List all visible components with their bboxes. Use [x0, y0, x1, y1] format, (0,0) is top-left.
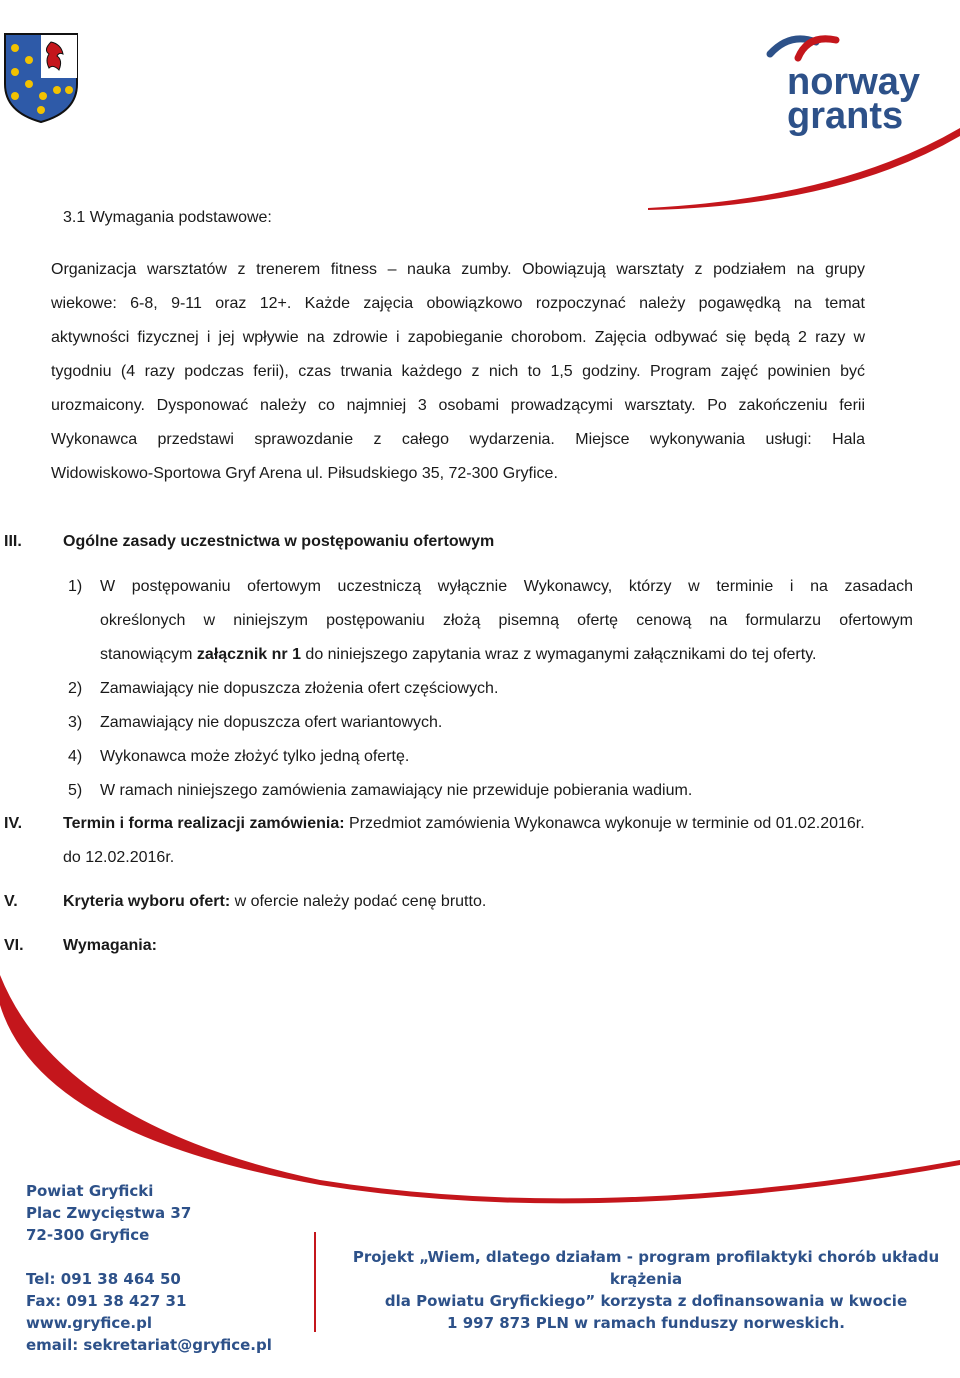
list-item-line: określonych w niniejszym postępowaniu złożą pisemną ofertę cenową na formularzu ofertowym: [100, 612, 913, 629]
section-V-text: w ofercie należy podać cenę brutto.: [230, 893, 487, 910]
section-III-title: Ogólne zasady uczestnictwa w postępowaniu ofertowym: [63, 533, 495, 550]
paragraph-line: urozmaicony. Dysponować należy co najmniej 3 osobami prowadzącymi warsztaty. Po zakończeniu ferii: [51, 397, 865, 414]
list-item-text: Wykonawca może złożyć tylko jedną ofertę.: [100, 748, 410, 765]
paragraph-line: Organizacja warsztatów z trenerem fitness – nauka zumby. Obowiązują warsztaty z podziałem na grupy: [51, 261, 865, 278]
list-item: [68, 706, 913, 740]
list-item: [68, 570, 913, 672]
list-item-text: Zamawiający nie dopuszcza złożenia ofert częściowych.: [100, 680, 499, 697]
footer-contact: [26, 1180, 272, 1356]
section-III-numeral: III.: [4, 533, 22, 550]
list-item: [68, 774, 913, 808]
list-item-number: 1): [68, 578, 83, 595]
section-III-list: [68, 570, 913, 810]
footer-address-line: Powiat Gryficki: [26, 1182, 154, 1200]
section-IV-text: Przedmiot zamówienia Wykonawca wykonuje w terminie od 01.02.2016r.: [344, 815, 865, 832]
footer-project-line: Projekt „Wiem, dlatego działam - program profilaktyki chorób układu krążenia: [352, 1248, 940, 1288]
section-V-label: Kryteria wyboru ofert:: [63, 893, 231, 910]
section-VI-numeral: VI.: [4, 937, 24, 954]
section-3-1-title: 3.1 Wymagania podstawowe:: [63, 209, 272, 226]
footer-project-info: [340, 1246, 952, 1334]
section-3-1-paragraph: [51, 253, 865, 491]
footer-project-line: dla Powiatu Gryfickiego” korzysta z dofinansowania w kwocie: [384, 1292, 908, 1310]
paragraph-line: aktywności fizycznej i jej wpływie na zdrowie i zapobieganie chorobom. Zajęcia odbywać się będą 2 razy w: [51, 329, 865, 346]
list-item-text: W ramach niniejszego zamówienia zamawiający nie przewiduje pobierania wadium.: [100, 782, 693, 799]
list-item-line: W postępowaniu ofertowym uczestniczą wyłącznie Wykonawcy, którzy w terminie i na zasadach: [100, 578, 913, 595]
section-VI-label: Wymagania:: [63, 937, 157, 954]
list-item: [68, 740, 913, 774]
paragraph-line: wiekowe: 6-8, 9-11 oraz 12+. Każde zajęcia obowiązkowo rozpoczynać należy pogawędką na temat: [51, 295, 865, 312]
section-V-line: [63, 893, 486, 911]
list-item-number: 4): [68, 748, 83, 765]
section-IV-label: Termin i forma realizacji zamówienia:: [63, 815, 345, 832]
footer-fax: Fax: 091 38 427 31: [26, 1292, 187, 1310]
list-item-text: Zamawiający nie dopuszcza ofert wariantowych.: [100, 714, 443, 731]
norway-logo-line2: grants: [787, 95, 904, 137]
list-item-text: do niniejszego zapytania wraz z wymaganymi załącznikami do tej oferty.: [300, 646, 817, 663]
section-IV-text-continued: do 12.02.2016r.: [63, 849, 175, 866]
footer-address-line: 72-300 Gryfice: [26, 1226, 150, 1244]
section-IV-numeral: IV.: [4, 815, 23, 832]
footer-website-link[interactable]: www.gryfice.pl: [26, 1314, 152, 1332]
griffin-coat-of-arms-icon: [3, 32, 79, 124]
list-item-text: stanowiącym: [100, 646, 197, 663]
list-item: [68, 672, 913, 706]
list-item-number: 3): [68, 714, 83, 731]
norway-logo-line1: norway: [787, 61, 921, 103]
footer-project-line: 1 997 873 PLN w ramach funduszy norweskich.: [447, 1314, 845, 1332]
footer-address-line: Plac Zwycięstwa 37: [26, 1204, 192, 1222]
norway-grants-logo: [640, 28, 960, 210]
section-IV-line: [63, 815, 923, 833]
list-item-number: 5): [68, 782, 83, 799]
paragraph-line: Widowiskowo-Sportowa Gryf Arena ul. Piłsudskiego 35, 72-300 Gryfice.: [51, 465, 558, 482]
attachment-reference: załącznik nr 1: [196, 646, 301, 663]
section-V-numeral: V.: [4, 893, 18, 910]
paragraph-line: tygodniu (4 razy podczas ferii), czas trwania każdego z nich to 1,5 godziny. Program zajęć powinien być: [51, 363, 865, 380]
footer-red-wave: [0, 975, 960, 1205]
list-item-number: 2): [68, 680, 83, 697]
paragraph-line: Wykonawca przedstawi sprawozdanie z całego wydarzenia. Miejsce wykonywania usługi: Hala: [51, 431, 865, 448]
footer-divider: [314, 1232, 316, 1332]
footer-email-link[interactable]: email: sekretariat@gryfice.pl: [26, 1336, 272, 1354]
list-item-line: [100, 638, 913, 672]
footer-phone: Tel: 091 38 464 50: [26, 1270, 181, 1288]
